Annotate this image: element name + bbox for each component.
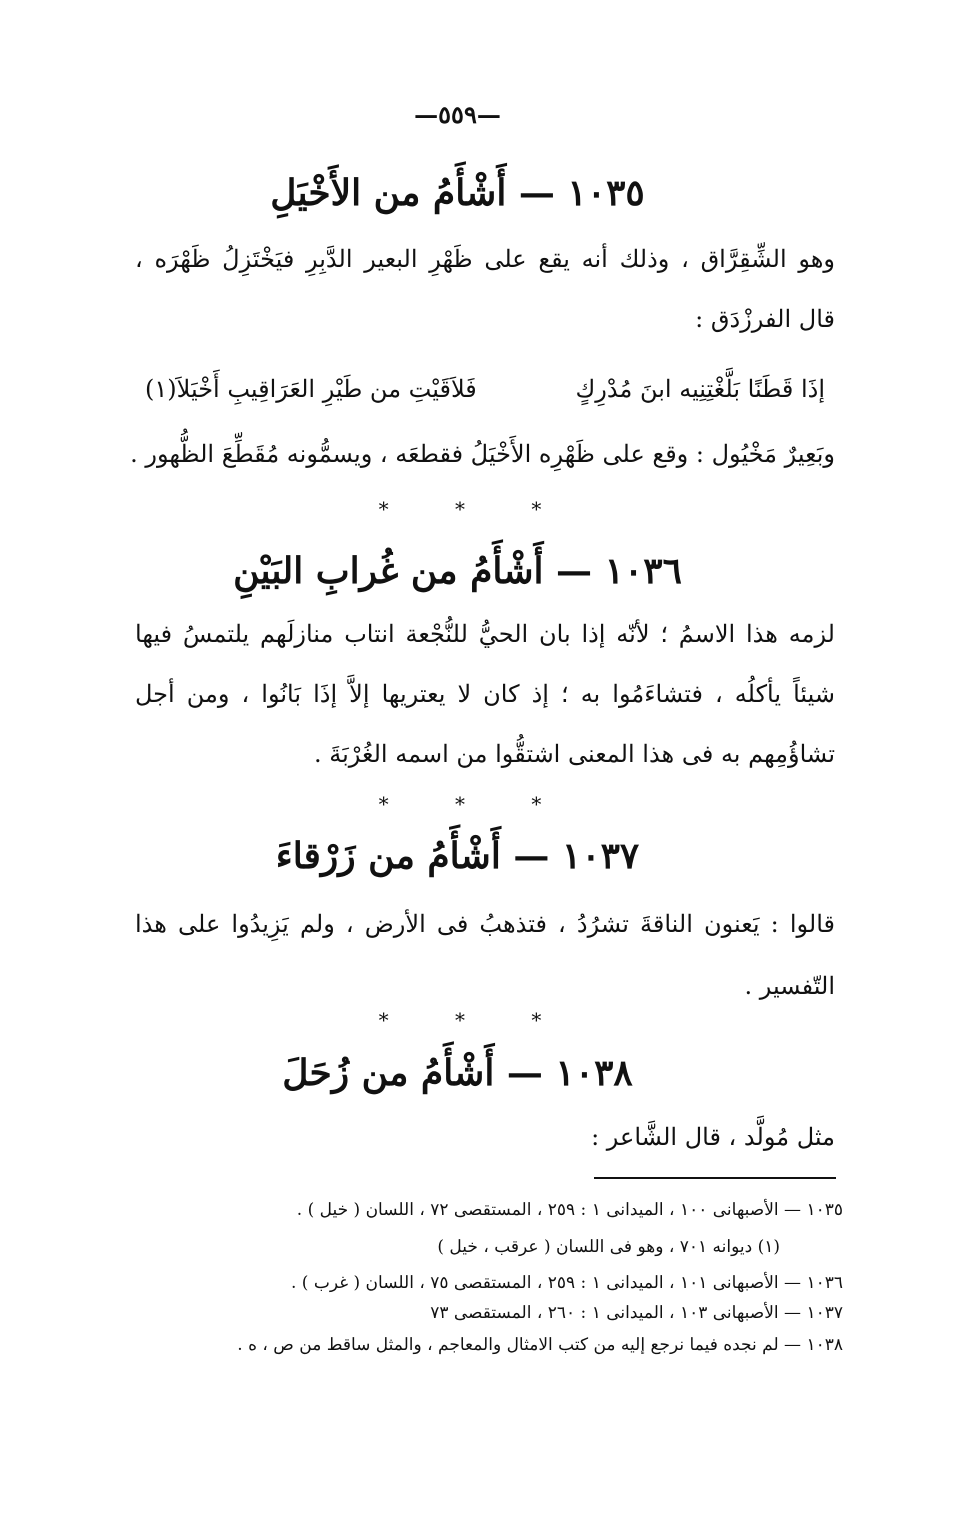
verse-second-hemistich: فَلاَقَيْتِ من طَيْرِ العَرَاقِيبِ أَخْيَلاَ(١) [145, 375, 477, 403]
entry-1036-line-3: تشاؤُمِهم به فى هذا المعنى اشتقُّوا من اسمه الغُرْبَةَ . [313, 740, 835, 768]
footnote-divider [594, 1177, 836, 1179]
footnote-1036: ١٠٣٦ — الأصبهانى ١٠١ ، الميدانى ١ : ٢٥٩ ، المستقصى ٧٥ ، اللسان ( غرب ) . [291, 1273, 843, 1293]
entry-1035-line-1: وهو الشِّقِرَّاق ، وذلك أنه يقع على ظَهْرِ البعير الدَّبِرِ فيَخْتَزِلُ ظَهْرَه ، [135, 245, 835, 273]
entry-1037-line-1: قالوا : يَعنون الناقةَ تشرُدُ ، فتذهبُ فى الأرض ، ولم يَزِيدُوا على هذا [135, 910, 835, 938]
entry-1035-line-2: قال الفرزْدَق : [695, 305, 835, 333]
section-separator: * * * [378, 792, 572, 816]
footnote-1035: ١٠٣٥ — الأصبهانى ١٠٠ ، الميدانى ١ : ٢٥٩ ، المستقصى ٧٢ ، اللسان ( خيل ) . [296, 1200, 843, 1220]
entry-heading-1035: ١٠٣٥ — أَشْأَمُ من الأَخْيَلِ [270, 172, 645, 214]
footnote-1035-note: (١) ديوانه ٧٠١ ، وهو فى اللسان ( عرقب ، خيل ) [437, 1237, 780, 1257]
section-separator: * * * [378, 497, 572, 521]
entry-1036-line-2: شيئاً يأكلُه ، فتشاءَمُوا به ؛ إذ كان لا يعتريها إلاَّ إذَا بَانُوا ، ومن أجل [135, 680, 835, 708]
page-number: —٥٥٩— [414, 100, 501, 129]
section-separator: * * * [378, 1008, 572, 1032]
entry-1038-line-1: مثل مُولَّد ، قال الشَّاعر : [591, 1123, 835, 1151]
entry-heading-1036: ١٠٣٦ — أَشْأَمُ من غُرابِ البَيْنِ [233, 550, 682, 592]
footnote-1038: ١٠٣٨ — لم نجده فيما نرجع إليه من كتب الامثال والمعاجم ، والمثل ساقط من ص ، ه . [237, 1335, 843, 1355]
entry-1036-line-1: لزمه هذا الاسمُ ؛ لأنّه إذا بان الحيُّ للنُّجْعة انتاب منازلَهم يلتمسُ فيها [135, 620, 835, 648]
entry-heading-1037: ١٠٣٧ — أَشْأَمُ من زَرْقاءَ [275, 835, 640, 877]
entry-1037-line-2: التّفسير . [744, 972, 835, 1000]
entry-heading-1038: ١٠٣٨ — أَشْأَمُ من زُحَلَ [282, 1052, 633, 1094]
entry-1035-line-3: وبَعِيرٌ مَخْيُول : وقع على ظَهْرِه الأَخْيَلُ فقطعَه ، ويسمُّونه مُقَطِّعَ الظُّهور . [130, 440, 835, 468]
footnote-1037: ١٠٣٧ — الأصبهانى ١٠٣ ، الميدانى ١ : ٢٦٠ ، المستقصى ٧٣ [430, 1303, 843, 1323]
verse-first-hemistich: إذَا قَطَنًا بَلَّغْتِنِيه ابنَ مُدْرِكٍ [575, 375, 825, 403]
poetry-verse [145, 375, 825, 403]
